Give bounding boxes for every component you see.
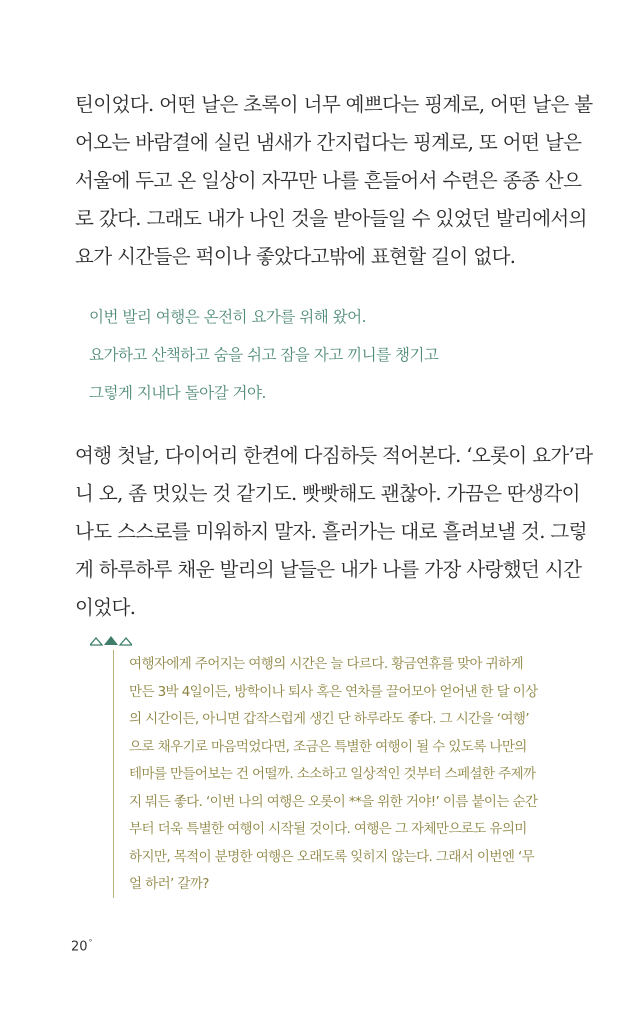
text-line: 틴이었다. 어떤 날은 초록이 너무 예쁘다는 핑계로, 어떤 날은 불 [75, 93, 593, 116]
text-line: 게 하루하루 채운 발리의 날들은 내가 나를 가장 사랑했던 시간 [75, 558, 582, 581]
quote-line: 요가하고 산책하고 숨을 쉬고 잠을 자고 끼니를 챙기고 [89, 346, 439, 364]
degree-mark-icon: ° [88, 938, 93, 947]
body-paragraph-1 [75, 86, 593, 276]
tip-line: 여행자에게 주어지는 여행의 시간은 늘 다르다. 황금연휴를 맞아 귀하게 [129, 656, 524, 672]
text-line: 서울에 두고 온 일상이 자꾸만 나를 흔들어서 수련은 종종 산으 [75, 169, 582, 192]
tip-line: 의 시간이든, 아니면 갑작스럽게 생긴 단 하루라도 좋다. 그 시간을 ‘여행’ [129, 711, 530, 727]
text-line: 로 갔다. 그래도 내가 나인 것을 받아들일 수 있었던 발리에서의 [75, 207, 587, 230]
tip-line: 얼 하러’ 갈까? [129, 876, 209, 892]
body-paragraph-2 [75, 437, 593, 627]
tip-line: 하지만, 목적이 분명한 여행은 오래도록 잊히지 않는다. 그래서 이번엔 ‘무 [129, 848, 535, 865]
text-line: 나도 스스로를 미워하지 말자. 흘러가는 대로 흘려보낼 것. 그렇 [75, 520, 587, 543]
tip-line: 테마를 만들어보는 건 어떨까. 소소하고 일상적인 것부터 스페셜한 주제까 [129, 766, 536, 782]
three-mountains-icon [90, 634, 132, 646]
tip-box [129, 651, 538, 899]
text-line: 여행 첫날, 다이어리 한켠에 다짐하듯 적어본다. ‘오롯이 요가’라 [75, 444, 593, 467]
quote-line: 이번 발리 여행은 온전히 요가를 위해 왔어. [89, 308, 367, 326]
highlight-quote [89, 298, 438, 412]
text-line: 이었다. [75, 596, 136, 619]
tip-line: 으로 채우기로 마음먹었다면, 조금은 특별한 여행이 될 수 있도록 나만의 [129, 738, 527, 755]
text-line: 어오는 바람결에 실린 냄새가 간지럽다는 핑계로, 또 어떤 날은 [75, 131, 582, 154]
tip-line: 부터 더욱 특별한 여행이 시작될 것이다. 여행은 그 자체만으로도 유의미 [129, 821, 527, 837]
page-number-value: 20 [71, 939, 88, 955]
tip-line: 지 뭐든 좋다. ‘이번 나의 여행은 오롯이 **을 위한 거야!’ 이름 붙이는 순간 [129, 793, 538, 810]
text-line: 요가 시간들은 퍽이나 좋았다고밖에 표현할 길이 없다. [75, 245, 516, 268]
page-number [71, 938, 93, 954]
quote-line: 그렇게 지내다 돌아갈 거야. [89, 384, 266, 402]
text-line: 니 오, 좀 멋있는 것 같기도. 빳빳해도 괜찮아. 가끔은 딴생각이 [75, 482, 580, 505]
tip-line: 만든 3박 4일이든, 방학이나 퇴사 혹은 연차를 끌어모아 얻어낸 한 달 이상 [129, 683, 538, 700]
